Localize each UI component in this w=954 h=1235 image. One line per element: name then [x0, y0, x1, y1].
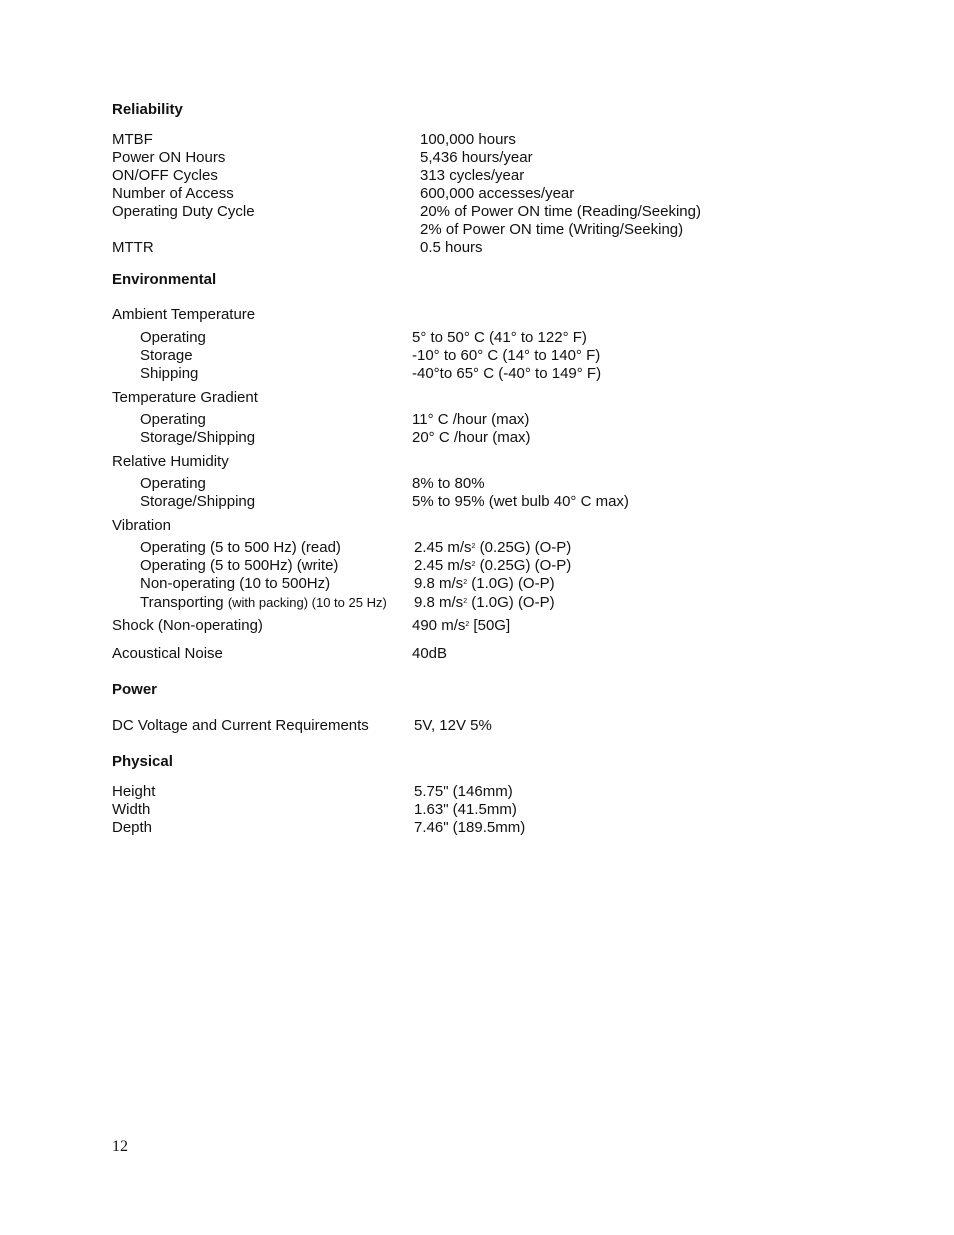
spec-value: 2% of Power ON time (Writing/Seeking): [420, 221, 684, 238]
spec-row: [112, 594, 914, 612]
spec-label: Operating: [140, 329, 206, 346]
spec-value: 1.63" (41.5mm): [414, 801, 517, 818]
spec-row: [112, 783, 914, 801]
spec-row: [112, 365, 914, 383]
spec-label: Shipping: [140, 365, 199, 382]
spec-value: 7.46" (189.5mm): [414, 819, 526, 836]
spec-label: Storage: [140, 347, 193, 364]
spec-label: Acoustical Noise: [112, 645, 223, 662]
spec-value: 100,000 hours: [420, 131, 516, 148]
spec-group-title: Ambient Temperature: [112, 306, 256, 323]
spec-row: [112, 575, 914, 593]
spec-value: 8% to 80%: [412, 475, 485, 492]
spec-row: [112, 411, 914, 429]
spec-row: [112, 221, 914, 239]
spec-label: Operating (5 to 500Hz) (write): [140, 557, 339, 574]
spec-label: Operating Duty Cycle: [112, 203, 255, 220]
spec-row: [112, 239, 914, 257]
spec-row: [112, 801, 914, 819]
spec-label: Shock (Non-operating): [112, 617, 263, 634]
spec-label: Number of Access: [112, 185, 234, 202]
spec-value: 9.8 $m/s^2$ (1.0G) (O-P): [414, 594, 555, 611]
section-heading-environmental: Environmental: [112, 271, 217, 288]
spec-row: [112, 717, 914, 735]
spec-label: MTBF: [112, 131, 153, 148]
spec-label: Operating (5 to 500 Hz) (read): [140, 539, 341, 556]
spec-value: 490 $m/s^2$ [50G]: [412, 617, 511, 634]
spec-value: -40°to 65° C (-40° to 149° F): [412, 365, 602, 382]
spec-row: [112, 539, 914, 557]
spec-label: Operating: [140, 475, 206, 492]
section-heading-physical: Physical: [112, 753, 173, 770]
spec-row: [112, 493, 914, 511]
spec-value: 5,436 hours/year: [420, 149, 533, 166]
spec-group-title: Vibration: [112, 517, 171, 534]
spec-row: [112, 131, 914, 149]
spec-label: Storage/Shipping: [140, 429, 256, 446]
spec-label: Storage/Shipping: [140, 493, 256, 510]
spec-row: [112, 557, 914, 575]
spec-row: [112, 185, 914, 203]
spec-row: [112, 617, 914, 635]
spec-value: 313 cycles/year: [420, 167, 525, 184]
spec-value: 11° C /hour (max): [412, 411, 530, 428]
spec-label: ON/OFF Cycles: [112, 167, 218, 184]
spec-label: DC Voltage and Current Requirements: [112, 717, 369, 734]
spec-row: [112, 329, 914, 347]
spec-row: [112, 149, 914, 167]
spec-row: [112, 167, 914, 185]
spec-value: -10° to 60° C (14° to 140° F): [412, 347, 601, 364]
page-number: 12: [112, 1138, 128, 1155]
spec-value: 2.45 $m/s^2$ (0.25G) (O-P): [414, 557, 572, 574]
spec-group-title: Temperature Gradient: [112, 389, 258, 406]
spec-value: 600,000 accesses/year: [420, 185, 575, 202]
spec-row: [112, 645, 914, 663]
spec-value: 5° to 50° C (41° to 122° F): [412, 329, 587, 346]
spec-label: Depth: [112, 819, 153, 836]
spec-row: [112, 475, 914, 493]
spec-row: [112, 347, 914, 365]
spec-label: Transporting (with packing) (10 to 25 Hz): [140, 594, 387, 611]
section-heading-reliability: Reliability: [112, 101, 183, 118]
spec-label: MTTR: [112, 239, 154, 256]
spec-row: [112, 429, 914, 447]
spec-row: [112, 819, 914, 837]
spec-value: 5V, 12V 5%: [414, 717, 492, 734]
spec-label: Width: [112, 801, 151, 818]
spec-label: Operating: [140, 411, 206, 428]
spec-value: 5.75" (146mm): [414, 783, 513, 800]
spec-label: Non-operating (10 to 500Hz): [140, 575, 331, 592]
spec-value: 0.5 hours: [420, 239, 483, 256]
spec-row: [112, 203, 914, 221]
section-heading-power: Power: [112, 681, 158, 698]
spec-value: 2.45 $m/s^2$ (0.25G) (O-P): [414, 539, 572, 556]
spec-label: Power ON Hours: [112, 149, 226, 166]
spec-group-title: Relative Humidity: [112, 453, 229, 470]
spec-label: Height: [112, 783, 156, 800]
spec-value: 20% of Power ON time (Reading/Seeking): [420, 203, 701, 220]
spec-value: 5% to 95% (wet bulb 40° C max): [412, 493, 629, 510]
spec-value: 40dB: [412, 645, 448, 662]
spec-value: 20° C /hour (max): [412, 429, 531, 446]
spec-value: 9.8 $m/s^2$ (1.0G) (O-P): [414, 575, 555, 592]
